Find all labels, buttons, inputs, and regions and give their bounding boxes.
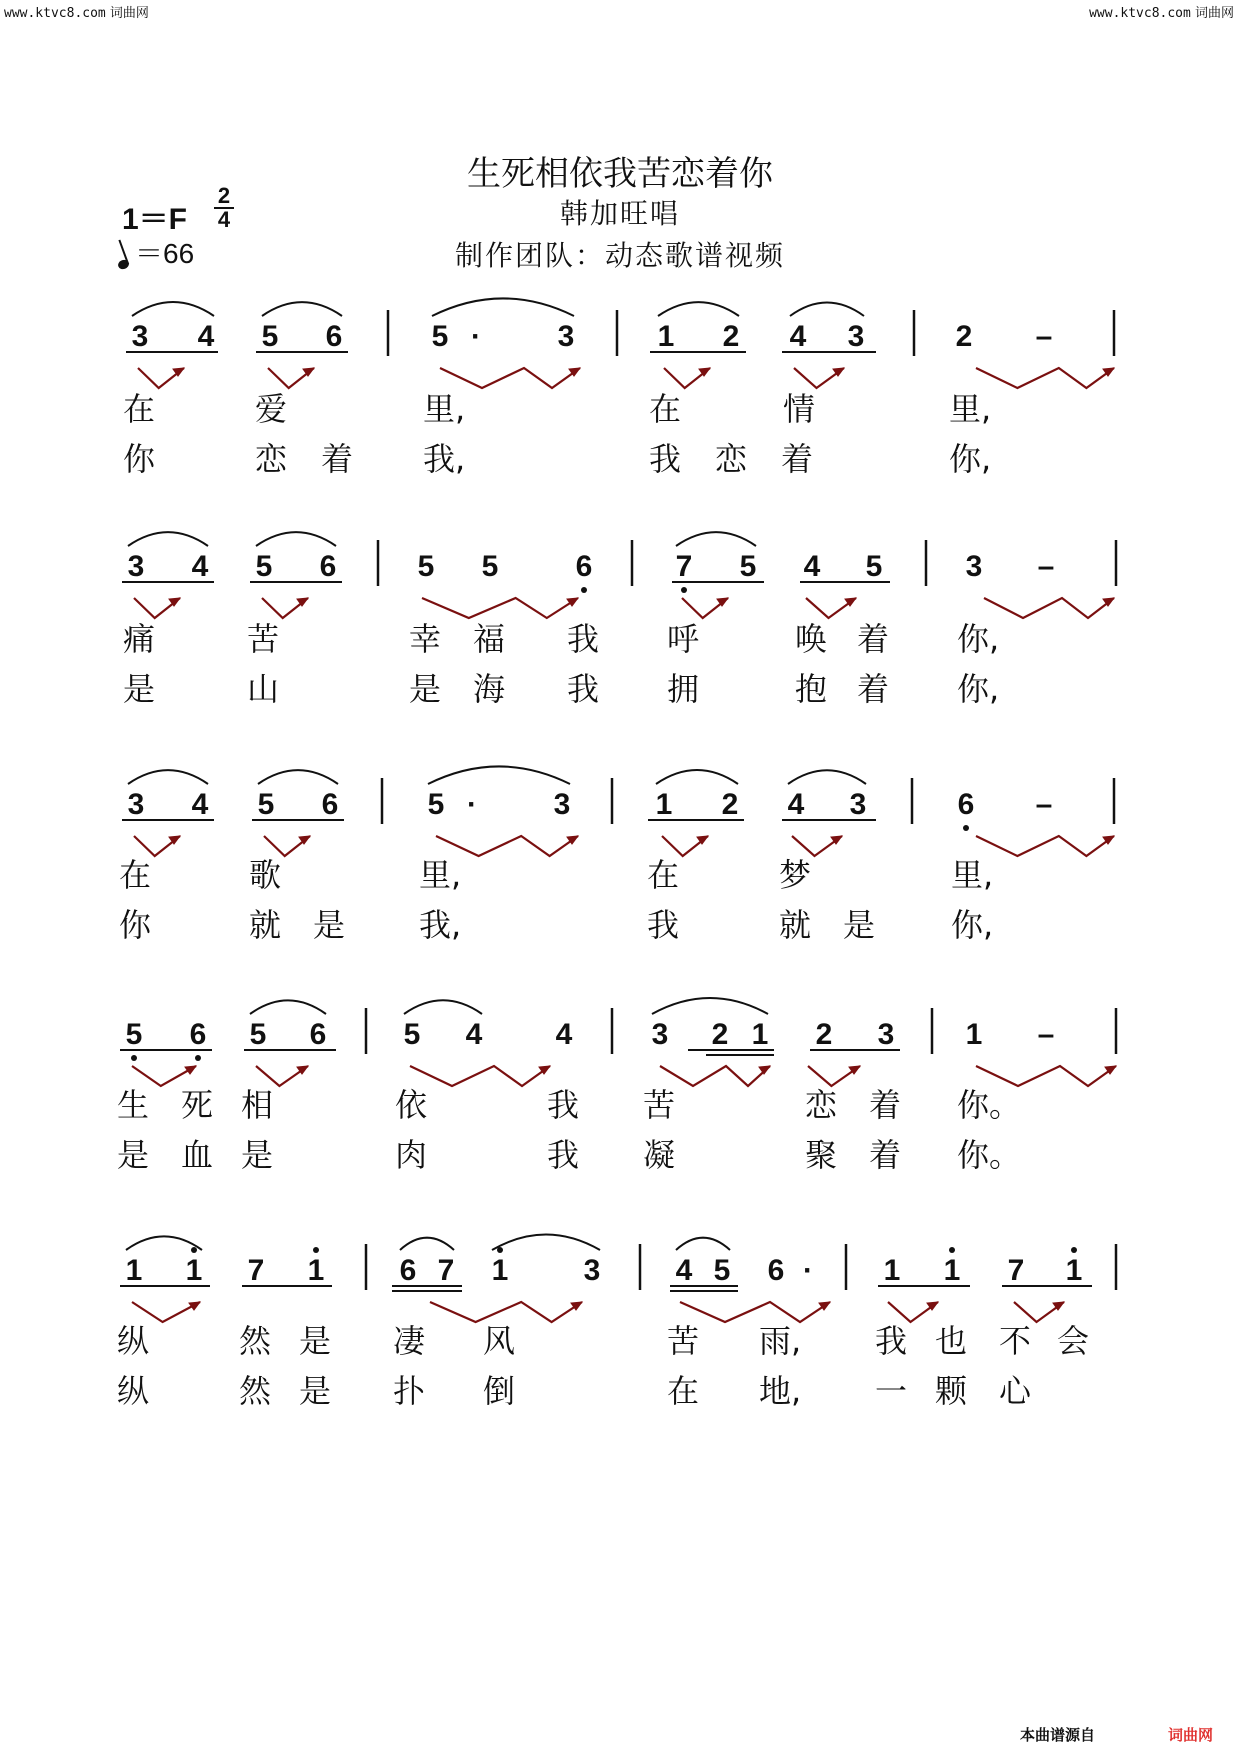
lyric-verse-2: 是 bbox=[123, 670, 156, 708]
lyric-verse-2: 你 bbox=[123, 440, 156, 478]
octave-dot-high bbox=[313, 1247, 319, 1253]
lyric-verse-1: 着 bbox=[869, 1086, 902, 1124]
beat-arrow bbox=[976, 368, 1114, 388]
lyric-verse-1: 在 bbox=[647, 856, 680, 894]
lyric-verse-2: 是 bbox=[299, 1372, 332, 1410]
beat-arrow bbox=[680, 1302, 830, 1322]
lyric-verse-2: 着 bbox=[869, 1136, 902, 1174]
lyric-verse-2: 在 bbox=[667, 1372, 700, 1410]
lyric-verse-1: 生 bbox=[117, 1086, 150, 1124]
lyric-verse-2: 纵 bbox=[117, 1372, 150, 1410]
lyric-verse-1: 不 bbox=[999, 1322, 1032, 1360]
lyric-verse-2: 拥 bbox=[667, 670, 700, 708]
note: 1 bbox=[943, 1254, 961, 1287]
note: – bbox=[1037, 550, 1055, 583]
note: · bbox=[467, 788, 477, 821]
note: 2 bbox=[711, 1018, 729, 1051]
lyric-verse-1: 在 bbox=[123, 390, 156, 428]
lyric-verse-1: 苦 bbox=[247, 620, 280, 658]
slur bbox=[790, 303, 864, 316]
lyric-verse-1: 依 bbox=[395, 1086, 428, 1124]
lyric-verse-1: 唤 bbox=[795, 620, 828, 658]
slur bbox=[676, 532, 756, 546]
lyric-verse-2: 然 bbox=[239, 1372, 272, 1410]
lyric-verse-1: 我 bbox=[547, 1086, 580, 1124]
lyric-verse-1: 死 bbox=[181, 1086, 214, 1124]
lyric-verse-2: 是 bbox=[117, 1136, 150, 1174]
lyric-verse-1: 你。 bbox=[957, 1086, 1022, 1124]
lyric-verse-2: 你, bbox=[957, 670, 1000, 708]
lyric-verse-2: 是 bbox=[843, 906, 876, 944]
note: 5 bbox=[713, 1254, 731, 1287]
song-title: 生死相依我苦恋着你 bbox=[467, 154, 773, 194]
lyric-verse-1: 歌 bbox=[249, 856, 282, 894]
note: 7 bbox=[247, 1254, 265, 1287]
header-url[interactable]: www.ktvc8.com bbox=[4, 6, 106, 21]
note: 2 bbox=[815, 1018, 833, 1051]
slur bbox=[432, 298, 574, 316]
note: 5 bbox=[427, 788, 445, 821]
lyric-verse-2: 倒 bbox=[483, 1372, 516, 1410]
note: – bbox=[1035, 320, 1053, 353]
note: 5 bbox=[865, 550, 883, 583]
note: 3 bbox=[583, 1254, 601, 1287]
lyric-verse-2: 着 bbox=[857, 670, 890, 708]
slur bbox=[492, 1234, 600, 1250]
beat-arrow-head-icon bbox=[185, 1066, 196, 1074]
note: 4 bbox=[197, 320, 215, 353]
note: 3 bbox=[127, 788, 145, 821]
lyric-verse-1: 会 bbox=[1057, 1322, 1090, 1360]
lyric-verse-2: 是 bbox=[241, 1136, 274, 1174]
lyric-verse-1: 是 bbox=[299, 1322, 332, 1360]
note: 4 bbox=[191, 788, 209, 821]
slur bbox=[128, 770, 208, 784]
lyric-verse-2: 地, bbox=[759, 1372, 802, 1410]
note: 6 bbox=[325, 320, 343, 353]
tempo-value: ＝66 bbox=[135, 238, 195, 269]
note: 5 bbox=[255, 550, 273, 583]
lyric-verse-1: 情 bbox=[783, 390, 816, 428]
note: 3 bbox=[131, 320, 149, 353]
lyric-verse-2: 我 bbox=[567, 670, 600, 708]
note: 6 bbox=[189, 1018, 207, 1051]
lyric-verse-1: 恋 bbox=[805, 1086, 838, 1124]
note: 1 bbox=[751, 1018, 769, 1051]
lyric-verse-2: 肉 bbox=[395, 1136, 428, 1174]
lyric-verse-1: 我 bbox=[567, 620, 600, 658]
slur bbox=[658, 302, 739, 316]
note: 4 bbox=[555, 1018, 573, 1051]
slur bbox=[400, 1238, 454, 1250]
slur bbox=[404, 1000, 482, 1014]
slur bbox=[788, 770, 866, 784]
slur bbox=[656, 770, 738, 784]
beat-arrow-head-icon bbox=[759, 1066, 770, 1074]
note: 7 bbox=[437, 1254, 455, 1287]
footer-source: 本曲谱源自 bbox=[1020, 1726, 1096, 1744]
lyric-verse-1: 里, bbox=[951, 856, 994, 894]
lyric-verse-2: 抱 bbox=[795, 670, 828, 708]
note: 6 bbox=[767, 1254, 785, 1287]
octave-dot-low bbox=[131, 1055, 137, 1061]
lyric-verse-1: 在 bbox=[119, 856, 152, 894]
note: 3 bbox=[847, 320, 865, 353]
lyric-verse-2: 一 bbox=[875, 1372, 908, 1410]
octave-dot-low bbox=[963, 825, 969, 831]
note: 2 bbox=[722, 320, 740, 353]
beat-arrow-head-icon bbox=[189, 1302, 200, 1310]
note: 1 bbox=[965, 1018, 983, 1051]
lyric-verse-1: 福 bbox=[473, 620, 506, 658]
note: 6 bbox=[319, 550, 337, 583]
lyric-verse-1: 痛 bbox=[123, 620, 156, 658]
beat-arrow bbox=[132, 1302, 200, 1322]
note: 6 bbox=[575, 550, 593, 583]
note: 3 bbox=[651, 1018, 669, 1051]
beat-arrow bbox=[984, 598, 1114, 618]
slur bbox=[132, 302, 214, 316]
lyric-verse-2: 就 bbox=[779, 906, 812, 944]
lyric-verse-2: 是 bbox=[409, 670, 442, 708]
octave-dot-low bbox=[195, 1055, 201, 1061]
note: 2 bbox=[955, 320, 973, 353]
lyric-verse-2: 凝 bbox=[643, 1136, 676, 1174]
note: 6 bbox=[957, 788, 975, 821]
slur bbox=[258, 770, 338, 784]
lyric-verse-2: 恋 bbox=[255, 440, 288, 478]
lyric-verse-2: 我 bbox=[649, 440, 682, 478]
lyric-verse-1: 风 bbox=[483, 1322, 516, 1360]
lyric-verse-2: 我 bbox=[547, 1136, 580, 1174]
lyric-verse-2: 就 bbox=[249, 906, 282, 944]
slur bbox=[676, 1238, 730, 1250]
octave-dot-low bbox=[581, 587, 587, 593]
note: 5 bbox=[481, 550, 499, 583]
lyric-verse-2: 山 bbox=[247, 670, 280, 708]
time-denominator: 4 bbox=[217, 207, 231, 232]
slur bbox=[256, 532, 336, 546]
beat-arrow bbox=[436, 836, 578, 856]
slur bbox=[262, 302, 342, 316]
note: 4 bbox=[787, 788, 805, 821]
note: 1 bbox=[125, 1254, 143, 1287]
note: · bbox=[803, 1254, 813, 1287]
note: 5 bbox=[739, 550, 757, 583]
note: 1 bbox=[657, 320, 675, 353]
lyric-verse-1: 我 bbox=[875, 1322, 908, 1360]
lyric-verse-1: 你, bbox=[957, 620, 1000, 658]
key-signature: 1＝F bbox=[122, 203, 188, 236]
slur bbox=[428, 766, 570, 784]
note: 1 bbox=[655, 788, 673, 821]
note: 1 bbox=[185, 1254, 203, 1287]
lyric-verse-1: 在 bbox=[649, 390, 682, 428]
lyric-verse-1: 里, bbox=[419, 856, 462, 894]
beat-arrow bbox=[422, 598, 578, 618]
note: 5 bbox=[403, 1018, 421, 1051]
lyric-verse-2: 你, bbox=[951, 906, 994, 944]
note: 3 bbox=[965, 550, 983, 583]
slur bbox=[126, 1236, 202, 1250]
lyric-verse-2: 着 bbox=[781, 440, 814, 478]
note: 3 bbox=[877, 1018, 895, 1051]
lyric-verse-1: 纵 bbox=[117, 1322, 150, 1360]
octave-dot-high bbox=[949, 1247, 955, 1253]
beat-arrow bbox=[976, 1066, 1116, 1086]
note: 4 bbox=[465, 1018, 483, 1051]
lyric-verse-2: 扑 bbox=[393, 1372, 426, 1410]
note: 3 bbox=[849, 788, 867, 821]
note: – bbox=[1035, 788, 1053, 821]
lyric-verse-1: 苦 bbox=[667, 1322, 700, 1360]
slur bbox=[250, 1000, 326, 1014]
lyric-verse-1: 梦 bbox=[779, 856, 812, 894]
octave-dot-low bbox=[681, 587, 687, 593]
lyric-verse-1: 幸 bbox=[409, 620, 442, 658]
lyric-verse-1: 然 bbox=[239, 1322, 272, 1360]
note: 3 bbox=[557, 320, 575, 353]
lyric-verse-1: 着 bbox=[857, 620, 890, 658]
note: 5 bbox=[257, 788, 275, 821]
note: 2 bbox=[721, 788, 739, 821]
note: 6 bbox=[399, 1254, 417, 1287]
note: 5 bbox=[417, 550, 435, 583]
lyric-verse-2: 颗 bbox=[935, 1372, 968, 1410]
production-team: 制作团队：动态歌谱视频 bbox=[454, 239, 785, 272]
note: – bbox=[1037, 1018, 1055, 1051]
lyric-verse-2: 血 bbox=[181, 1136, 214, 1174]
slur bbox=[652, 998, 768, 1014]
lyric-verse-1: 呼 bbox=[667, 620, 700, 658]
beat-arrow bbox=[410, 1066, 550, 1086]
note: 3 bbox=[553, 788, 571, 821]
note: 3 bbox=[127, 550, 145, 583]
note: 4 bbox=[803, 550, 821, 583]
singer: 韩加旺唱 bbox=[559, 197, 680, 230]
note: · bbox=[471, 320, 481, 353]
lyric-verse-1: 苦 bbox=[643, 1086, 676, 1124]
lyric-verse-2: 海 bbox=[473, 670, 506, 708]
note: 4 bbox=[675, 1254, 693, 1287]
lyric-verse-2: 你, bbox=[949, 440, 992, 478]
lyric-verse-1: 凄 bbox=[393, 1322, 426, 1360]
lyric-verse-2: 恋 bbox=[715, 440, 748, 478]
beat-arrow bbox=[976, 836, 1114, 856]
lyric-verse-1: 里, bbox=[423, 390, 466, 428]
lyric-verse-2: 你。 bbox=[957, 1136, 1022, 1174]
lyric-verse-2: 是 bbox=[313, 906, 346, 944]
note: 4 bbox=[191, 550, 209, 583]
octave-dot-high bbox=[191, 1247, 197, 1253]
time-numerator: 2 bbox=[217, 183, 231, 208]
note: 4 bbox=[789, 320, 807, 353]
header-url[interactable]: www.ktvc8.com bbox=[1089, 6, 1191, 21]
lyric-verse-2: 我 bbox=[647, 906, 680, 944]
lyric-verse-2: 着 bbox=[321, 440, 354, 478]
beat-arrow bbox=[440, 368, 580, 388]
beat-arrow bbox=[660, 1066, 770, 1086]
note: 6 bbox=[321, 788, 339, 821]
note: 1 bbox=[491, 1254, 509, 1287]
note: 7 bbox=[675, 550, 693, 583]
note: 1 bbox=[883, 1254, 901, 1287]
header-site: 词曲网 bbox=[1194, 6, 1234, 21]
footer-site[interactable]: 词曲网 bbox=[1168, 1726, 1214, 1744]
note: 5 bbox=[249, 1018, 267, 1051]
lyric-verse-1: 也 bbox=[935, 1322, 968, 1360]
lyric-verse-1: 爱 bbox=[255, 390, 288, 428]
note: 1 bbox=[1065, 1254, 1083, 1287]
note: 1 bbox=[307, 1254, 325, 1287]
beat-arrow bbox=[430, 1302, 582, 1322]
lyric-verse-2: 你 bbox=[119, 906, 152, 944]
note: 7 bbox=[1007, 1254, 1025, 1287]
lyric-verse-2: 聚 bbox=[805, 1136, 838, 1174]
header-site: 词曲网 bbox=[109, 6, 149, 21]
note: 5 bbox=[431, 320, 449, 353]
lyric-verse-1: 相 bbox=[241, 1086, 274, 1124]
lyric-verse-1: 雨, bbox=[759, 1322, 802, 1360]
octave-dot-high bbox=[1071, 1247, 1077, 1253]
note: 5 bbox=[125, 1018, 143, 1051]
lyric-verse-2: 我, bbox=[423, 440, 466, 478]
note: 5 bbox=[261, 320, 279, 353]
slur bbox=[128, 532, 208, 546]
lyric-verse-2: 心 bbox=[999, 1372, 1032, 1410]
note: 6 bbox=[309, 1018, 327, 1051]
lyric-verse-1: 里, bbox=[949, 390, 992, 428]
lyric-verse-2: 我, bbox=[419, 906, 462, 944]
